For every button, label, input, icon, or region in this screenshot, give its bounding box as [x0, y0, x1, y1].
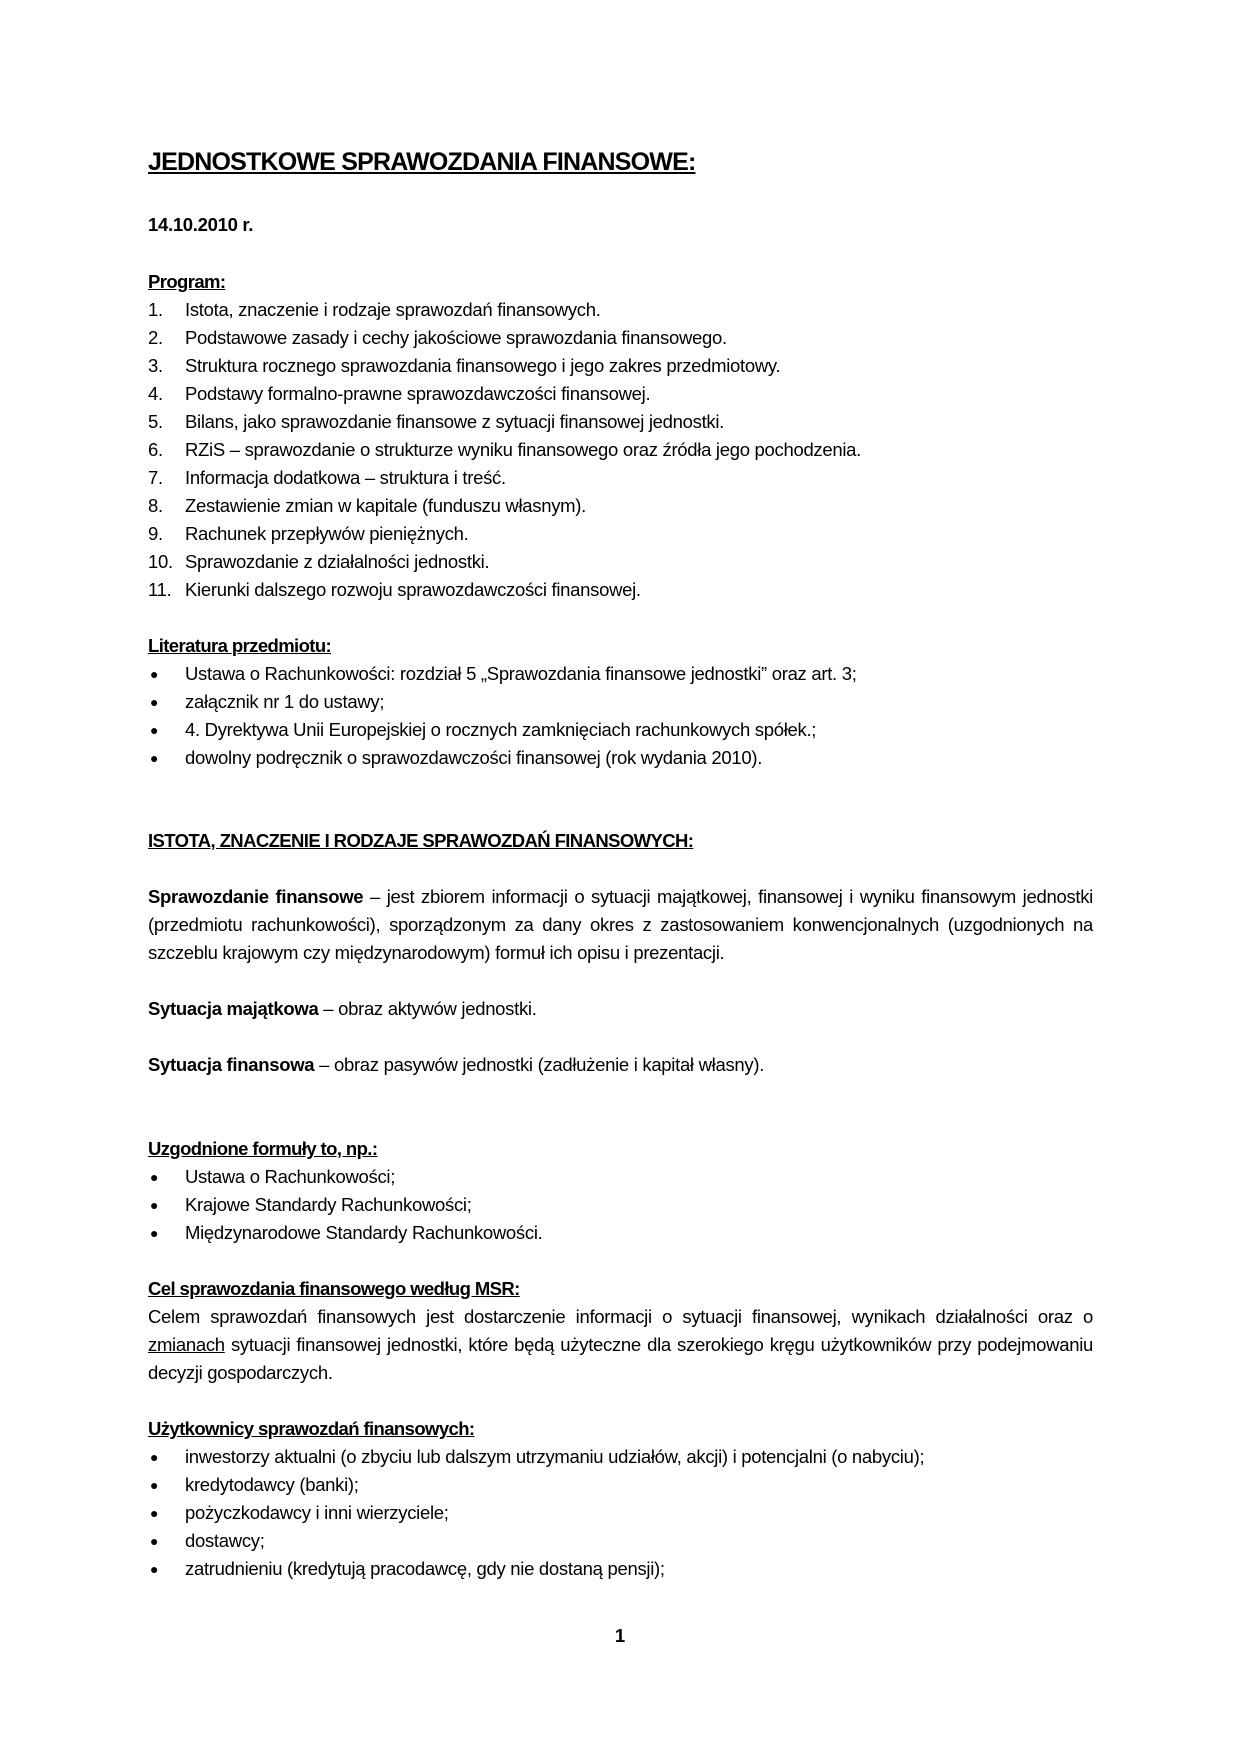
majatkowa-term: Sytuacja majątkowa: [148, 998, 319, 1019]
list-item: [148, 576, 1093, 604]
item-number: 11.: [148, 579, 172, 600]
item-text: Bilans, jako sprawozdanie finansowe z sytuacji finansowej jednostki.: [185, 411, 725, 432]
item-text: RZiS – sprawozdanie o strukturze wyniku finansowego oraz źródła jego pochodzenia.: [185, 439, 862, 460]
literatura-list: [148, 660, 1093, 772]
item-number: 7.: [148, 467, 163, 488]
cel-text-1: Celem sprawozdań finansowych jest dostarczenie informacji o sytuacji finansowej, wynikach działalności oraz o: [148, 1306, 1093, 1327]
item-text: Krajowe Standardy Rachunkowości;: [185, 1194, 472, 1215]
item-number: 10.: [148, 551, 173, 572]
list-item: [148, 492, 1093, 520]
cel-text-2: sytuacji finansowej jednostki, które będą użyteczne dla szerokiego kręgu użytkowników przy podejmowaniu decyzji gospodarczych.: [148, 1334, 1093, 1383]
istota-section: [148, 827, 1093, 1079]
istota-heading: ISTOTA, ZNACZENIE I RODZAJE SPRAWOZDAŃ FINANSOWYCH:: [148, 830, 694, 851]
list-item: [148, 744, 1093, 772]
cel-text-underlined: zmianach: [148, 1334, 225, 1355]
uzgodnione-heading: Uzgodnione formuły to, np.:: [148, 1138, 378, 1159]
item-text: Zestawienie zmian w kapitale (funduszu własnym).: [185, 495, 586, 516]
item-text: inwestorzy aktualni (o zbyciu lub dalszym utrzymaniu udziałów, akcji) i potencjalni (o nabyciu);: [185, 1446, 925, 1467]
bullet-icon: ●: [150, 1477, 159, 1493]
list-item: [148, 688, 1093, 716]
item-number: 3.: [148, 355, 163, 376]
finansowa-text: – obraz pasywów jednostki (zadłużenie i kapitał własny).: [314, 1054, 765, 1075]
bullet-icon: ●: [150, 722, 159, 738]
list-item: [148, 1219, 1093, 1247]
uzgodnione-list: [148, 1163, 1093, 1247]
definition-term: Sprawozdanie finansowe: [148, 886, 364, 907]
list-item: [148, 1471, 1093, 1499]
item-text: Rachunek przepływów pieniężnych.: [185, 523, 469, 544]
list-item: [148, 352, 1093, 380]
item-number: 5.: [148, 411, 163, 432]
bullet-icon: ●: [150, 1561, 159, 1577]
cel-heading: Cel sprawozdania finansowego według MSR:: [148, 1278, 520, 1299]
uzgodnione-section: [148, 1135, 1093, 1247]
item-text: Ustawa o Rachunkowości: rozdział 5 „Sprawozdania finansowe jednostki” oraz art. 3;: [185, 663, 857, 684]
item-text: Istota, znaczenie i rodzaje sprawozdań finansowych.: [185, 299, 601, 320]
list-item: [148, 436, 1093, 464]
list-item: [148, 380, 1093, 408]
item-number: 9.: [148, 523, 163, 544]
bullet-icon: ●: [150, 1449, 159, 1465]
cel-section: [148, 1275, 1093, 1387]
cel-paragraph: [148, 1303, 1093, 1387]
item-text: Międzynarodowe Standardy Rachunkowości.: [185, 1222, 543, 1243]
item-text: dostawcy;: [185, 1530, 265, 1551]
bullet-icon: ●: [150, 1225, 159, 1241]
item-number: 8.: [148, 495, 163, 516]
item-text: pożyczkodawcy i inni wierzyciele;: [185, 1502, 449, 1523]
item-text: Podstawowe zasady i cechy jakościowe sprawozdania finansowego.: [185, 327, 727, 348]
majatkowa-paragraph: [148, 995, 1093, 1023]
item-number: 1.: [148, 299, 163, 320]
item-text: zatrudnieniu (kredytują pracodawcę, gdy nie dostaną pensji);: [185, 1558, 665, 1579]
uzytkownicy-section: [148, 1415, 1093, 1583]
list-item: [148, 324, 1093, 352]
list-item: [148, 660, 1093, 688]
finansowa-paragraph: [148, 1051, 1093, 1079]
item-text: Struktura rocznego sprawozdania finansowego i jego zakres przedmiotowy.: [185, 355, 781, 376]
list-item: [148, 1443, 1093, 1471]
item-number: 4.: [148, 383, 163, 404]
bullet-icon: ●: [150, 1505, 159, 1521]
item-text: kredytodawcy (banki);: [185, 1474, 359, 1495]
item-text: 4. Dyrektywa Unii Europejskiej o rocznych zamknięciach rachunkowych spółek.;: [185, 719, 817, 740]
program-list: [148, 296, 1093, 604]
document-title: JEDNOSTKOWE SPRAWOZDANIA FINANSOWE:: [148, 148, 696, 176]
bullet-icon: ●: [150, 1169, 159, 1185]
list-item: [148, 1555, 1093, 1583]
finansowa-term: Sytuacja finansowa: [148, 1054, 315, 1075]
list-item: [148, 520, 1093, 548]
list-item: [148, 464, 1093, 492]
list-item: [148, 296, 1093, 324]
item-text: załącznik nr 1 do ustawy;: [185, 691, 385, 712]
bullet-icon: ●: [150, 694, 159, 710]
bullet-icon: ●: [150, 666, 159, 682]
uzytkownicy-heading: Użytkownicy sprawozdań finansowych:: [148, 1418, 475, 1439]
list-item: [148, 1163, 1093, 1191]
item-text: Sprawozdanie z działalności jednostki.: [185, 551, 490, 572]
uzytkownicy-list: [148, 1443, 1093, 1583]
list-item: [148, 1499, 1093, 1527]
item-text: Ustawa o Rachunkowości;: [185, 1166, 396, 1187]
page-number: 1: [614, 1625, 626, 1646]
list-item: [148, 716, 1093, 744]
list-item: [148, 1191, 1093, 1219]
item-text: Kierunki dalszego rozwoju sprawozdawczości finansowej.: [185, 579, 641, 600]
program-section: [148, 268, 1093, 604]
document-date: 14.10.2010 r.: [148, 214, 254, 235]
list-item: [148, 548, 1093, 576]
item-text: dowolny podręcznik o sprawozdawczości finansowej (rok wydania 2010).: [185, 747, 763, 768]
list-item: [148, 1527, 1093, 1555]
bullet-icon: ●: [150, 1533, 159, 1549]
literatura-heading: Literatura przedmiotu:: [148, 635, 332, 656]
definition-paragraph: [148, 883, 1093, 967]
item-number: 6.: [148, 439, 163, 460]
majatkowa-text: – obraz aktywów jednostki.: [318, 998, 537, 1019]
bullet-icon: ●: [150, 750, 159, 766]
definition-text: – jest zbiorem informacji o sytuacji majątkowej, finansowej i wyniku finansowym jednostki (przedmiotu rachunkowości), sporządzonym za dany okres z zastosowaniem konwencjonalnych (uzgodnionych na szczeblu krajowym czy międzynarodowym) formuł ich opisu i prezentacji.: [148, 886, 1093, 963]
program-heading: Program:: [148, 271, 226, 292]
item-number: 2.: [148, 327, 163, 348]
literatura-section: [148, 632, 1093, 772]
list-item: [148, 408, 1093, 436]
item-text: Informacja dodatkowa – struktura i treść.: [185, 467, 506, 488]
item-text: Podstawy formalno-prawne sprawozdawczości finansowej.: [185, 383, 651, 404]
bullet-icon: ●: [150, 1197, 159, 1213]
